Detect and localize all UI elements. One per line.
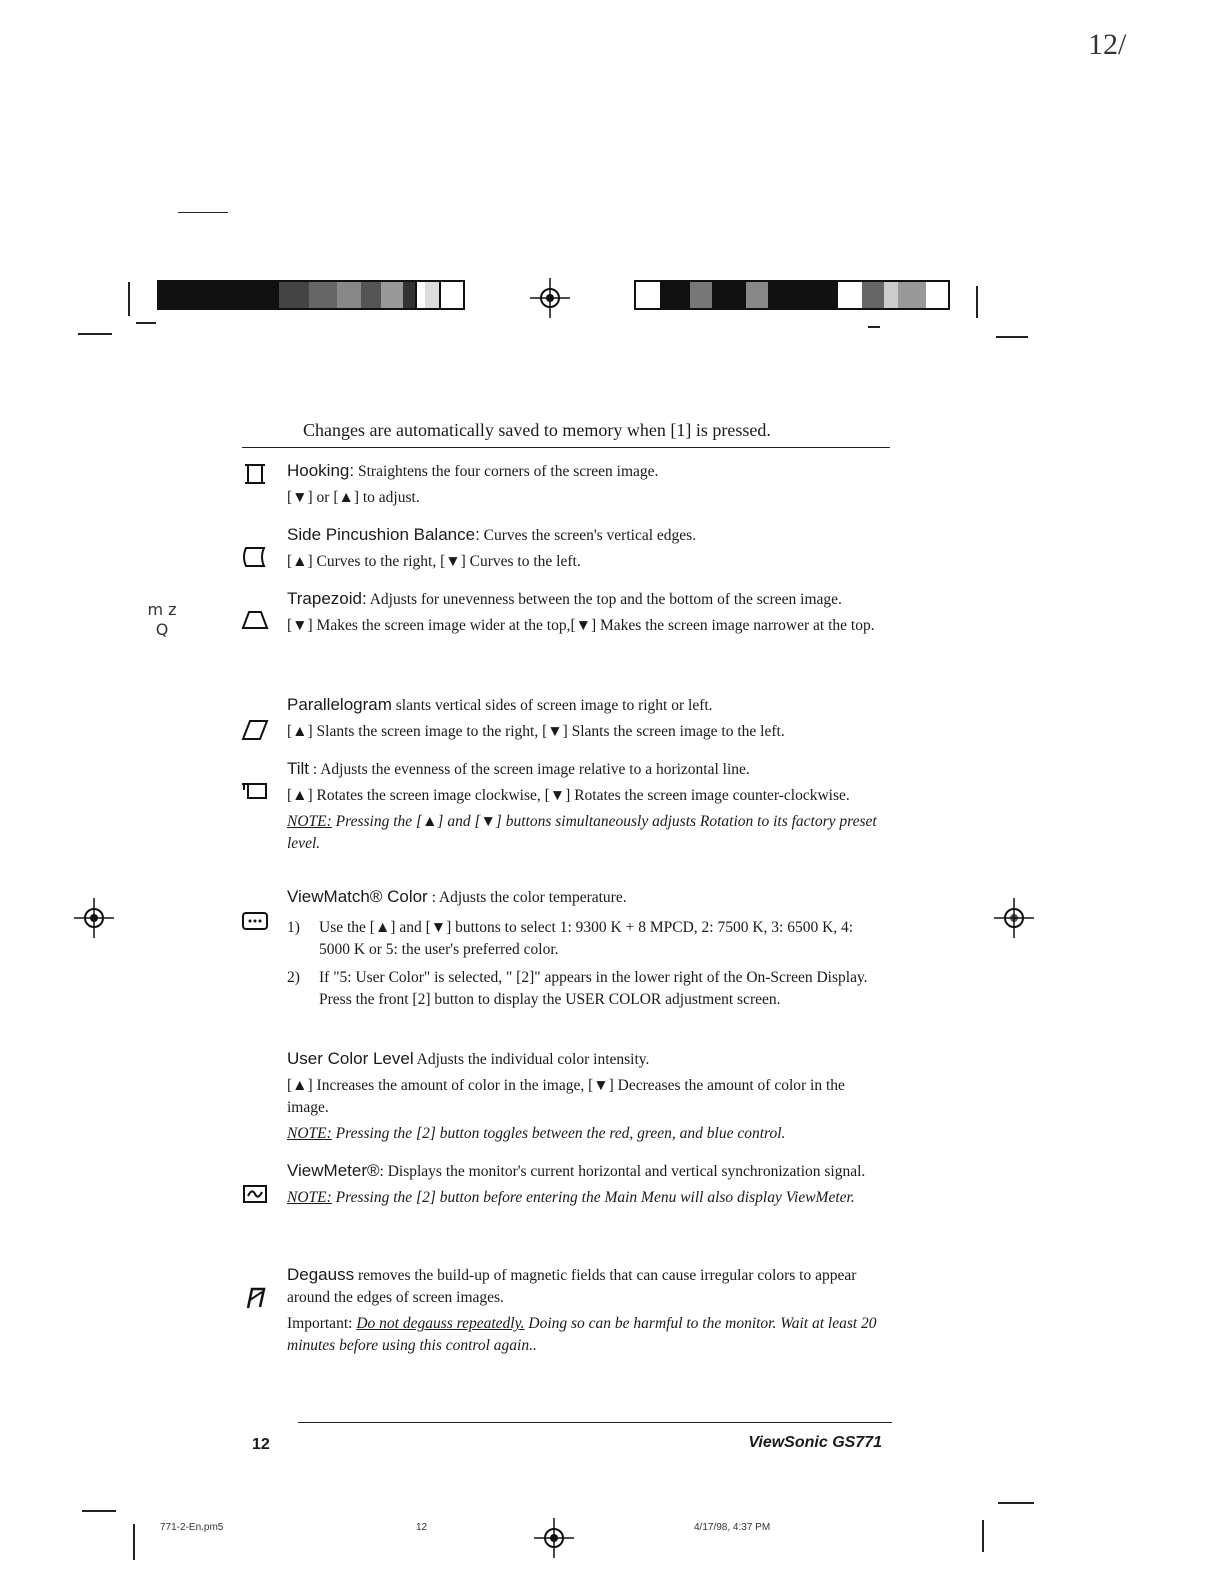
margin-stamp: m z Q xyxy=(147,600,177,639)
note-label: NOTE: xyxy=(287,813,332,830)
crop-mark xyxy=(998,1502,1034,1504)
important-text: Doing so can be harmful to the monitor. Wait at least 20 minutes before using this control again.. xyxy=(287,1315,877,1354)
crop-mark xyxy=(996,336,1028,338)
section-instruction: [▲] Increases the amount of color in the image, [▼] Decreases the amount of color in the image. xyxy=(287,1077,845,1116)
section-title: ViewMatch® Color xyxy=(287,887,428,906)
parallelogram-icon xyxy=(240,718,270,742)
section-desc: Adjusts the individual color intensity. xyxy=(413,1051,650,1068)
section-instruction: [▲] Curves to the right, [▼] Curves to the left. xyxy=(287,553,581,570)
footer-brand: ViewSonic GS771 xyxy=(748,1434,882,1451)
handwritten-page-note: 12/ xyxy=(1088,28,1127,61)
section-instruction: [▲] Rotates the screen image clockwise, [▼] Rotates the screen image counter-clockwise. xyxy=(287,787,850,804)
note-label: NOTE: xyxy=(287,1189,332,1206)
section-title: Trapezoid: xyxy=(287,589,367,608)
crop-mark xyxy=(133,1524,135,1560)
side-pincushion-section xyxy=(287,524,887,577)
section-desc: slants vertical sides of screen image to right or left. xyxy=(391,697,713,714)
tilt-section xyxy=(287,758,887,859)
parallelogram-section xyxy=(287,694,887,747)
section-instruction: [▲] Slants the screen image to the right, [▼] Slants the screen image to the left. xyxy=(287,723,785,740)
viewmeter-icon xyxy=(240,1182,270,1206)
section-desc: : Displays the monitor's current horizontal and vertical synchronization signal. xyxy=(379,1163,866,1180)
page-number: 12 xyxy=(252,1436,270,1453)
viewmatch-color-icon xyxy=(240,910,270,934)
section-title: Hooking: xyxy=(287,461,355,480)
section-instruction: [▼] Makes the screen image wider at the top,[▼] Makes the screen image narrower at the top. xyxy=(287,617,875,634)
viewmeter-section xyxy=(287,1160,887,1213)
user-color-section xyxy=(287,1048,887,1149)
note-text: Pressing the [2] button before entering the Main Menu will also display ViewMeter. xyxy=(331,1189,855,1206)
section-desc: removes the build-up of magnetic fields that can cause irregular colors to appear around the edges of screen images. xyxy=(287,1267,857,1306)
registration-mark-icon xyxy=(994,898,1034,938)
hooking-section xyxy=(287,460,887,513)
section-title: User Color Level xyxy=(287,1049,414,1068)
trapezoid-section xyxy=(287,588,887,641)
calibration-bar-right xyxy=(634,280,950,310)
section-title: Side Pincushion Balance: xyxy=(287,525,480,544)
slug-file: 771-2-En.pm5 xyxy=(160,1522,224,1533)
note-text: Pressing the [▲] and [▼] buttons simultaneously adjusts Rotation to its factory preset level. xyxy=(287,813,877,852)
calibration-bar-left xyxy=(157,280,465,310)
hooking-icon xyxy=(240,462,270,486)
section-desc: : Adjusts the evenness of the screen image relative to a horizontal line. xyxy=(309,761,750,778)
registration-mark-icon xyxy=(534,1518,574,1558)
note-text: Pressing the [2] button toggles between the red, green, and blue control. xyxy=(331,1125,786,1142)
section-title: Degauss xyxy=(287,1265,355,1284)
slug-page: 12 xyxy=(416,1522,428,1533)
intro-text: Changes are automatically saved to memory when [1] is pressed. xyxy=(303,420,771,440)
trapezoid-icon xyxy=(240,608,270,632)
crop-mark xyxy=(178,212,228,213)
crop-mark xyxy=(78,333,112,335)
section-desc: Curves the screen's vertical edges. xyxy=(479,527,697,544)
crop-mark xyxy=(82,1510,116,1512)
tilt-icon xyxy=(240,780,270,804)
section-title: Tilt xyxy=(287,759,310,778)
crop-mark xyxy=(128,282,130,316)
registration-mark-icon xyxy=(74,898,114,938)
section-title: Parallelogram xyxy=(287,695,392,714)
degauss-icon xyxy=(240,1286,270,1310)
crop-mark xyxy=(868,326,880,328)
degauss-section xyxy=(287,1264,887,1361)
registration-mark-icon xyxy=(530,278,570,318)
slug-date: 4/17/98, 4:37 PM xyxy=(694,1522,771,1533)
section-desc: Adjusts for unevenness between the top and the bottom of the screen image. xyxy=(366,591,842,608)
footer-divider xyxy=(298,1422,892,1423)
section-instruction: [▼] or [▲] to adjust. xyxy=(287,489,420,506)
important-label: Important: xyxy=(287,1315,353,1332)
color-options-list xyxy=(287,917,887,1011)
divider xyxy=(242,447,890,448)
important-warning: Do not degauss repeatedly. xyxy=(356,1315,525,1332)
section-title: ViewMeter® xyxy=(287,1161,380,1180)
section-desc: Straightens the four corners of the screen image. xyxy=(354,463,659,480)
pincushion-balance-icon xyxy=(240,545,270,569)
crop-mark xyxy=(136,322,156,324)
crop-mark xyxy=(976,286,978,318)
crop-mark xyxy=(982,1520,984,1552)
list-item: 2) If "5: User Color" is selected, " [2]" appears in the lower right of the On-Screen Display. Press the front [2] button to display the USER COLOR adjustment screen. xyxy=(287,969,868,1008)
viewmatch-section xyxy=(287,886,887,1017)
section-desc: : Adjusts the color temperature. xyxy=(427,889,627,906)
list-item: 1) Use the [▲] and [▼] buttons to select 1: 9300 K + 8 MPCD, 2: 7500 K, 3: 6500 K, 4: 5000 K or 5: the user's preferred color. xyxy=(287,919,854,958)
note-label: NOTE: xyxy=(287,1125,332,1142)
